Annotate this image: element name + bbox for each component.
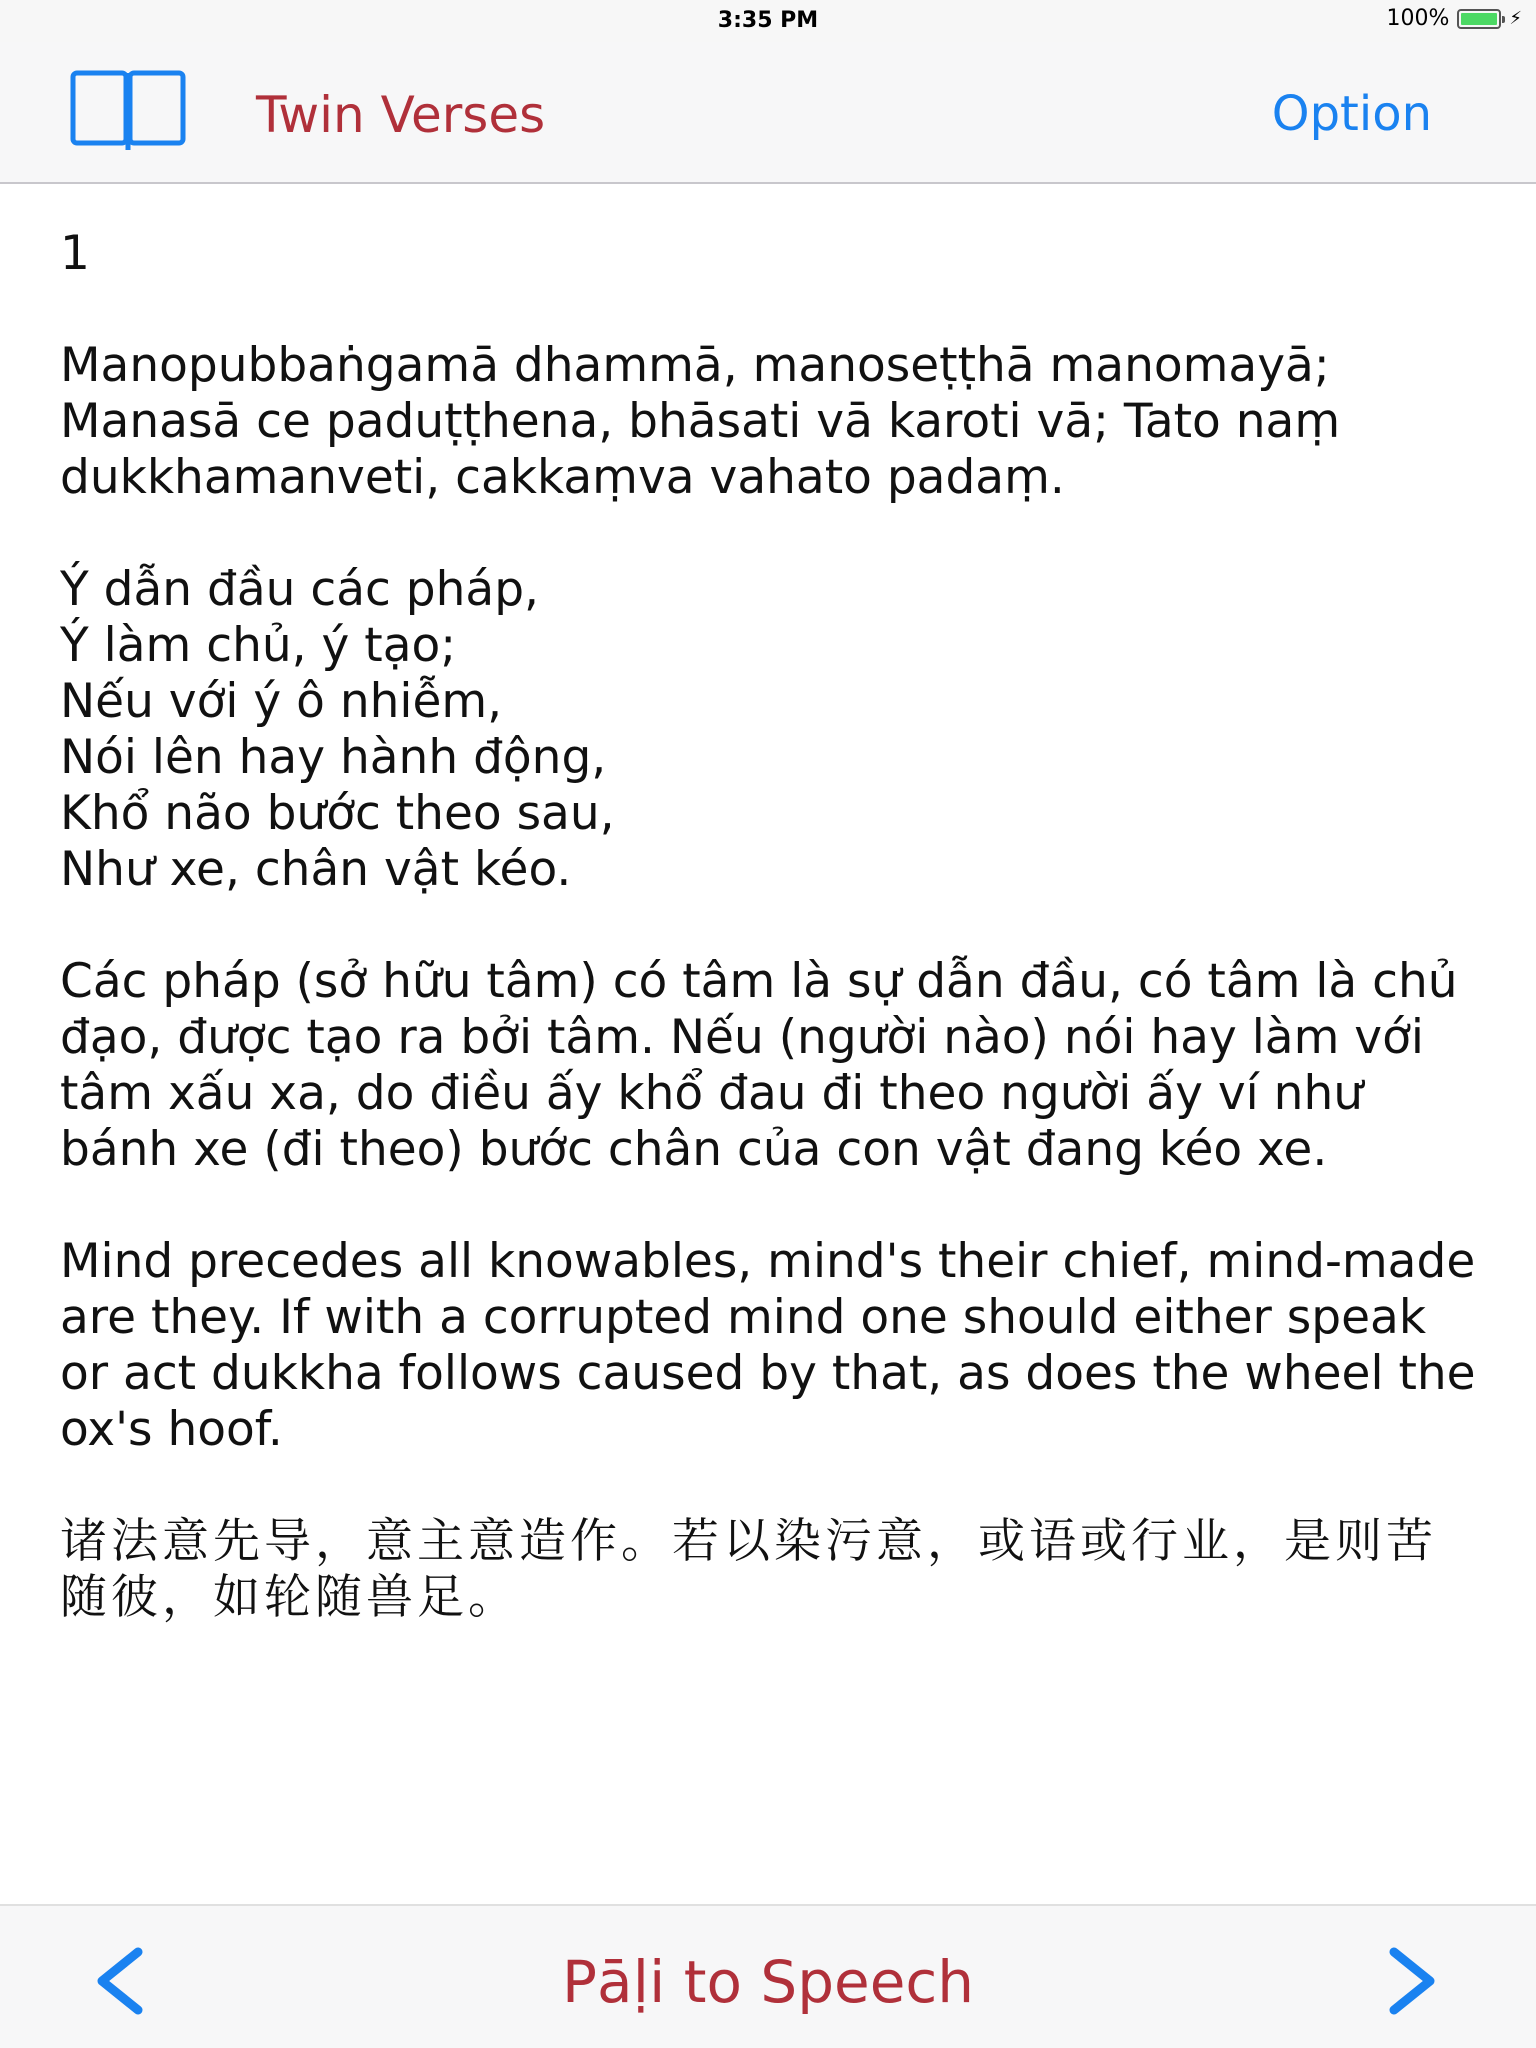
status-right	[1386, 6, 1522, 31]
battery-icon	[1457, 9, 1501, 29]
verse-number: 1	[60, 226, 90, 281]
nav-bar	[0, 42, 1536, 184]
bottom-toolbar	[0, 1904, 1536, 2048]
charging-bolt-icon: ⚡	[1509, 8, 1522, 29]
verse-content	[60, 226, 1480, 1682]
status-bar	[0, 0, 1536, 42]
vietnamese-poem: Ý dẫn đầu các pháp, Ý làm chủ, ý tạo; Nếu với ý ô nhiễm, Nói lên hay hành động, Khổ não bước theo sau, Như xe, chân vật kéo.	[60, 562, 615, 897]
battery-fill	[1461, 13, 1497, 25]
chevron-right-icon[interactable]	[1382, 1946, 1442, 2016]
book-icon[interactable]	[70, 70, 186, 152]
english-text: Mind precedes all knowables, mind's their chief, mind-made are they. If with a corrupted mind one should either speak or act dukkha follows caused by that, as does the wheel the ox's hoof.	[60, 1234, 1476, 1457]
chinese-text: 诸法意先导，意主意造作。若以染污意，或语或行业，是则苦随彼，如轮随兽足。	[60, 1514, 1437, 1625]
page-title: Twin Verses	[256, 86, 546, 144]
pali-to-speech-button[interactable]: Pāḷi to Speech	[561, 1948, 975, 2016]
battery-percent: 100%	[1386, 6, 1450, 31]
status-time: 3:35 PM	[717, 8, 819, 33]
option-button[interactable]: Option	[1271, 86, 1432, 142]
pali-text: Manopubbaṅgamā dhammā, manoseṭṭhā manomayā; Manasā ce paduṭṭhena, bhāsati vā karoti vā; Tato naṃ dukkhamanveti, cakkaṃva vahato padaṃ.	[60, 338, 1341, 505]
vietnamese-prose: Các pháp (sở hữu tâm) có tâm là sự dẫn đầu, có tâm là chủ đạo, được tạo ra bởi tâm. Nếu (người nào) nói hay làm với tâm xấu xa, do điều ấy khổ đau đi theo người ấy ví như bánh xe (đi theo) bước chân của con vật đang kéo xe.	[60, 954, 1458, 1177]
